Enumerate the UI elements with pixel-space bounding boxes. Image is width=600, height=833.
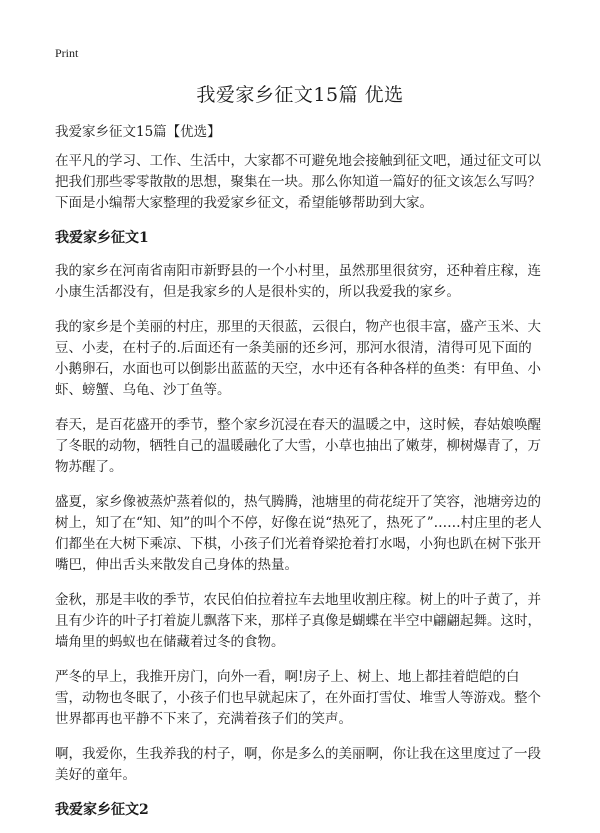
intro-paragraph: 在平凡的学习、工作、生活中，大家都不可避免地会接触到征文吧，通过征文可以把我们那些零零散散的思想，聚集在一块。那么你知道一篇好的征文该怎么写吗？下面是小编帮大家整理的我爱家乡征文，希望能够帮助到大家。 bbox=[55, 153, 541, 211]
paragraph: 金秋，那是丰收的季节，农民伯伯拉着拉车去地里收割庄稼。树上的叶子黄了，并且有少许的叶子打着旋儿飘落下来，那样子真像是蝴蝶在半空中翩翩起舞。这时，墙角里的蚂蚁也在储藏着过冬的食物。 bbox=[55, 592, 541, 650]
document-body bbox=[55, 122, 545, 833]
paragraph: 春天，是百花盛开的季节，整个家乡沉浸在春天的温暖之中，这时候，春姑娘唤醒了冬眠的动物，牺牲自己的温暖融化了大雪，小草也抽出了嫩芽，柳树爆青了，万物苏醒了。 bbox=[55, 417, 541, 475]
section-heading-2: 我爱家乡征文2 bbox=[55, 802, 149, 818]
paragraph: 盛夏，家乡像被蒸炉蒸着似的，热气腾腾，池塘里的荷花绽开了笑容，池塘旁边的树上，知了在“知、知”的叫个不停，好像在说“热死了，热死了”……村庄里的老人们都坐在大树下乘凉、下棋，小孩子们光着脊梁抢着打水喝，小狗也趴在树下张开嘴巴，伸出舌头来散发自己身体的热量。 bbox=[55, 494, 542, 573]
page-title: 我爱家乡征文15篇 优选 bbox=[196, 84, 404, 106]
section-heading-1: 我爱家乡征文1 bbox=[55, 230, 149, 246]
paragraph: 啊，我爱你，生我养我的村子，啊，你是多么的美丽啊，你让我在这里度过了一段美好的童年。 bbox=[55, 746, 541, 783]
document-subtitle: 我爱家乡征文15篇【优选】 bbox=[55, 124, 221, 140]
paragraph: 我的家乡是个美丽的村庄，那里的天很蓝，云很白，物产也很丰富，盛产玉米、大豆、小麦，在村子的.后面还有一条美丽的还乡河，那河水很清，清得可见下面的小鹅卵石，水面也可以倒影出蓝蓝的天空，水中还有各种各样的鱼类：有甲鱼、小虾、螃蟹、乌龟、沙丁鱼等。 bbox=[55, 319, 541, 398]
print-link[interactable]: Print bbox=[55, 46, 79, 60]
paragraph: 我的家乡在河南省南阳市新野县的一个小村里，虽然那里很贫穷，还种着庄稼，连小康生活都没有，但是我家乡的人是很朴实的，所以我爱我的家乡。 bbox=[55, 263, 541, 300]
paragraph: 严冬的早上，我推开房门，向外一看，啊!房子上、树上、地上都挂着皑皑的白雪，动物也冬眠了，小孩子们也早就起床了，在外面打雪仗、堆雪人等游戏。整个世界都再也平静不下来了，充满着孩子们的笑声。 bbox=[55, 669, 541, 727]
